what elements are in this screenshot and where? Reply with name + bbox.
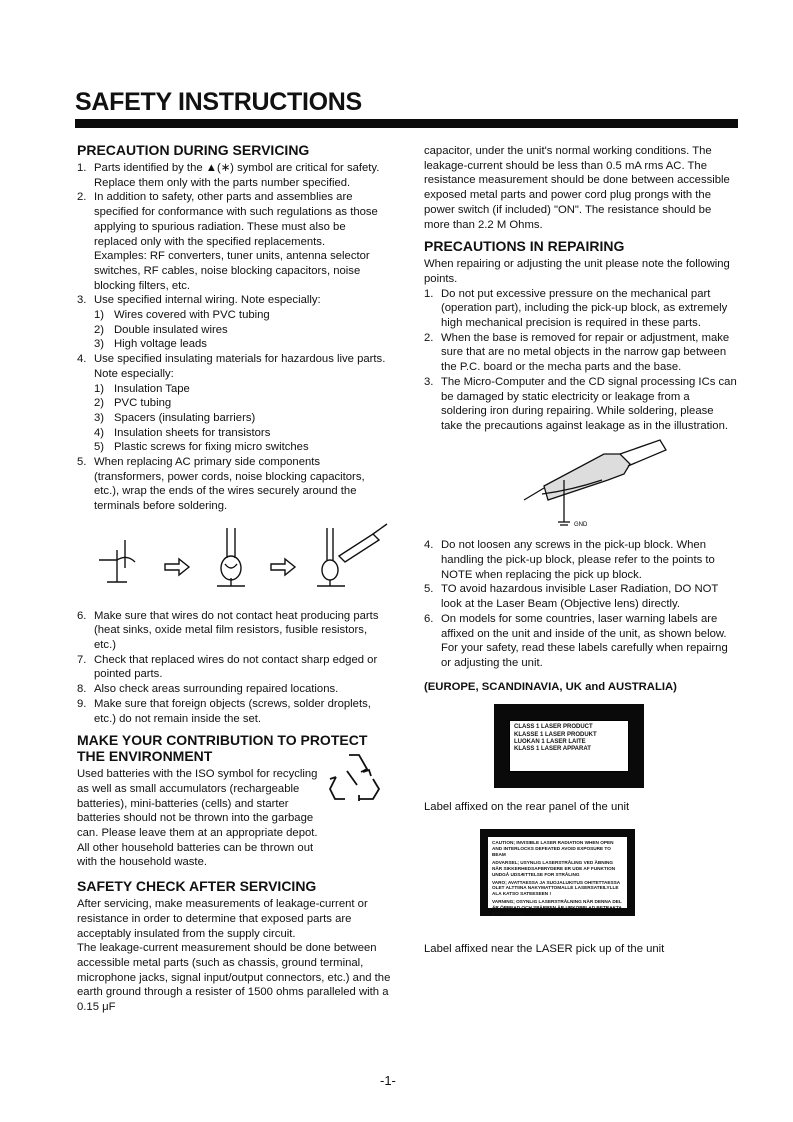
page-number: -1- [380, 1073, 396, 1088]
list-item: 5. TO avoid hazardous invisible Laser Radiation, DO NOT look at the Laser Beam (Objective lens) directly. [424, 583, 719, 611]
examples-text: Examples: RF converters, tuner units, antenna selector switches, RF cables, noise blocking capacitors, noise blocking filters, etc. [94, 250, 370, 292]
sub-item: 3) High voltage leads [94, 338, 207, 351]
label-line: LUOKAN 1 LASER LAITE [514, 738, 586, 745]
list-item: 3. The Micro-Computer and the CD signal processing ICs can be damaged by static electricity or leakage from a soldering iron during repairing. While soldering, please take the precautions against leakage as in the illustration. [424, 375, 737, 432]
sub-item: 1) Insulation Tape [94, 382, 190, 395]
list-item: 7. Check that replaced wires do not contact sharp edged or pointed parts. [77, 653, 378, 681]
sub-item: 4) Insulation sheets for transistors [94, 426, 271, 439]
label-line: ADVARSEL; USYNLIG LASERSTRÅLING VED ÅBNING NÅR SIKKERHEDSAFBRYDERE ER UDE AF FUNKTION UNDGÅ UDSÆTTELSE FOR STRÅLING [492, 859, 616, 877]
list-item: 8. Also check areas surrounding repaired locations. [77, 683, 339, 696]
label-line: VARO; AVATTAESSA JA SUOJALUKITUS OHITETTAESSA OLET ALTTIINA NAKYMATTOMALLE LASERSATEILYLLE ALA KATSO SATEESEEN ! [492, 879, 620, 897]
sub-item: 3) Spacers (insulating barriers) [94, 411, 256, 424]
wire-wrapping-diagram [77, 520, 391, 602]
repairing-heading: PRECAUTIONS IN REPAIRING [424, 238, 625, 255]
sub-item: 5) Plastic screws for fixing micro switches [94, 441, 309, 454]
title-rule [75, 119, 738, 128]
safety-check-heading: SAFETY CHECK AFTER SERVICING [77, 878, 317, 895]
list-item: 6. Make sure that wires do not contact heat producing parts (heat sinks, oxide metal film resistors, fusible resistors, etc.) [77, 609, 379, 651]
soldering-iron-illustration [424, 436, 738, 528]
list-item: 9. Make sure that foreign objects (screws, solder droplets, etc.) do not remain inside the set. [77, 697, 371, 725]
list-item: 5. When replacing AC primary side components (transformers, power cords, noise blocking capacitors, etc.), wrap the ends of the wires securely around the terminals before soldering. [77, 456, 365, 513]
label-line: VARNING; OSYNLIG LASERSTRÅLNING NÄR DENNA DEL ÄR ÖPPNAD OCH SPÄRREN ÄR URKOPPLAD BETRAKTA EJ STRÅLEN ! [492, 899, 622, 917]
gnd-label: GND [574, 521, 588, 528]
sub-item: 2) Double insulated wires [94, 323, 228, 336]
safety-check-para2: The leakage-current measurement should be done between accessible metal parts (such as chassis, ground terminal, microphone jacks, signal input/output connectors, etc.) and the earth ground through a resister of 1500 ohms paralleled with a 0.15 μF [77, 942, 391, 1014]
environment-heading: MAKE YOUR CONTRIBUTION TO PROTECT THE ENVIRONMENT [77, 732, 368, 765]
recycle-icon [327, 749, 387, 805]
laser-caution-label [480, 829, 635, 916]
laser-class-label [494, 704, 644, 788]
sub-item: 1) Wires covered with PVC tubing [94, 309, 270, 322]
safety-check-para1: After servicing, make measurements of leakage-current or resistance in order to determine that exposed parts are acceptably insulated from the supply circuit. [77, 898, 368, 940]
list-item: 2. When the base is removed for repair or adjustment, make sure that are no metal objects in the narrow gap between the P.C. board or the mecha parts and the base. [424, 331, 730, 374]
label-line: KLASSE 1 LASER PRODUKT [514, 731, 597, 738]
list-item: 6. On models for some countries, laser warning labels are affixed on the unit and inside of the unit, as shown below. For your safety, read these labels carefully when repairng or adjusting the unit. [424, 612, 728, 669]
environment-block [77, 767, 391, 870]
label1-caption: Label affixed on the rear panel of the unit [424, 801, 630, 814]
repairing-intro: When repairing or adjusting the unit please note the following points. [424, 258, 730, 285]
list-item: 4. Do not loosen any screws in the pick-up block. When handling the pick-up block, please refer to the points to NOTE when replacing the pick up block. [424, 539, 715, 581]
safety-check-para3: capacitor, under the unit's normal working conditions. The leakage-current should be less than 0.5 mA rms AC. The resistance measurement should be done between accessible exposed metal parts and power cord plug prongs with the power switch (if included) "ON". The resistance should be more than 2.2 M Ohms. [424, 145, 730, 231]
label2-caption: Label affixed near the LASER pick up of the unit [424, 943, 665, 956]
right-column [424, 144, 738, 957]
list-item: 1. Parts identified by the ▲(∗) symbol are critical for safety. Replace them only with the parts number specified. [77, 162, 380, 189]
label-line: CLASS 1 LASER PRODUCT [514, 724, 593, 731]
precaution-servicing-heading: PRECAUTION DURING SERVICING [77, 142, 310, 158]
list-item: 2. In addition to safety, other parts and assemblies are specified for conformance with such regulations as those applying to spurious radiation. These must also be replaced only with the specified replacements. [77, 191, 378, 248]
region-note: (EUROPE, SCANDINAVIA, UK and AUSTRALIA) [424, 680, 677, 693]
left-column [77, 140, 391, 1015]
label-line: KLASS 1 LASER APPARAT [514, 746, 591, 752]
list-item: 1. Do not put excessive pressure on the mechanical part (operation part), including the pick-up block, as extremely high mechanical precision is required in these parts. [424, 287, 728, 330]
label-line: CAUTION; INVISIBLE LASER RADIATION WHEN OPEN AND INTERLOCKS DEFEATED AVOID EXPOSURE TO BEAM [492, 840, 614, 857]
list-item: 4. Use specified insulating materials for hazardous live parts. Note especially: [77, 353, 386, 380]
environment-text: Used batteries with the ISO symbol for recycling as well as small accumulators (rechargeable batteries), mini-batteries (cells) and starter batteries should not be thrown into the garbage can. Please leave them at an appropriate depot. All other household batteries can be thrown out with the household waste. [77, 768, 318, 869]
page-title: SAFETY INSTRUCTIONS [75, 88, 362, 116]
list-item: 3. Use specified internal wiring. Note especially: [77, 294, 321, 307]
sub-item: 2) PVC tubing [94, 397, 172, 410]
